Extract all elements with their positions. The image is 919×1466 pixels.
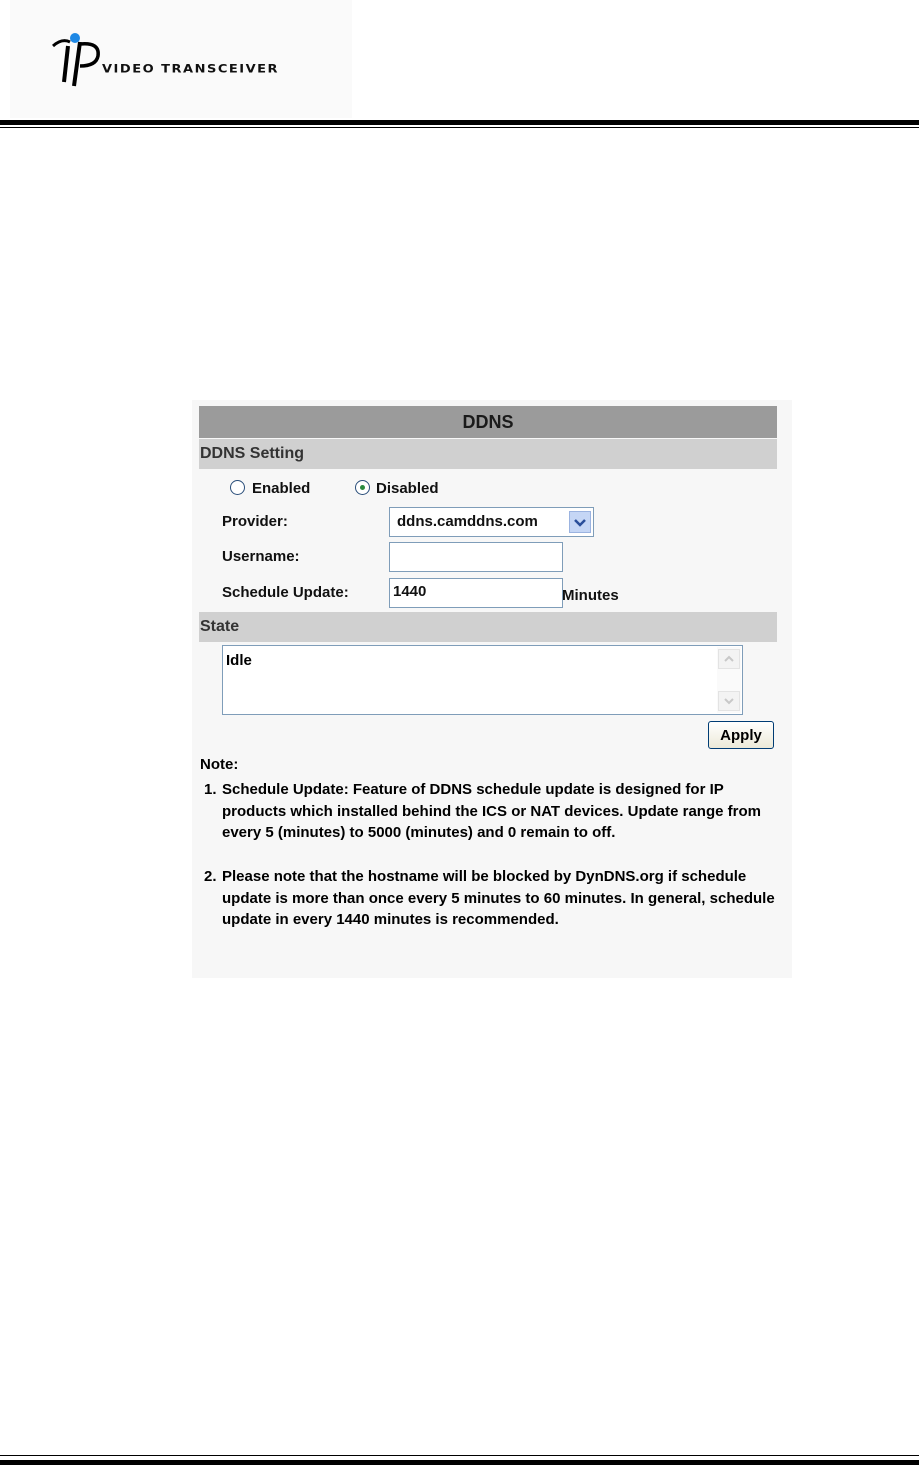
logo bbox=[10, 0, 352, 118]
note-title: Note: bbox=[200, 756, 239, 773]
footer-rule bbox=[0, 1460, 919, 1465]
chevron-down-icon[interactable] bbox=[569, 511, 591, 533]
note-item bbox=[204, 779, 780, 844]
ip-logo-icon bbox=[50, 32, 110, 92]
enabled-label: Enabled bbox=[252, 480, 311, 497]
header-rule-thin bbox=[0, 127, 919, 128]
note-text: Schedule Update: Feature of DDNS schedule update is designed for IP products which installed behind the ICS or NAT devices. Update range from every 5 (minutes) to 5000 (minutes) and 0 remain to off. bbox=[222, 781, 761, 841]
state-value: Idle bbox=[226, 652, 252, 669]
provider-label: Provider: bbox=[222, 513, 288, 530]
enabled-radio[interactable] bbox=[230, 480, 245, 495]
note-number: 2. bbox=[204, 868, 217, 885]
scrollbar[interactable] bbox=[717, 647, 741, 713]
ddns-setting-header: DDNS Setting bbox=[199, 439, 777, 469]
ddns-title: DDNS bbox=[199, 406, 777, 438]
schedule-input[interactable]: 1440 bbox=[389, 578, 563, 608]
schedule-label: Schedule Update: bbox=[222, 584, 349, 601]
provider-select[interactable] bbox=[389, 507, 594, 537]
disabled-radio[interactable] bbox=[355, 480, 370, 495]
provider-value: ddns.camddns.com bbox=[397, 513, 538, 530]
disabled-label: Disabled bbox=[376, 480, 439, 497]
note-item bbox=[204, 866, 780, 931]
logo-text: VIDEO TRANSCEIVER bbox=[102, 62, 280, 77]
username-label: Username: bbox=[222, 548, 300, 565]
state-header: State bbox=[199, 612, 777, 642]
schedule-unit: Minutes bbox=[562, 587, 619, 604]
scroll-up-icon[interactable] bbox=[718, 649, 740, 669]
scroll-down-icon[interactable] bbox=[718, 691, 740, 711]
footer-rule-thin bbox=[0, 1455, 919, 1456]
note-number: 1. bbox=[204, 781, 217, 798]
note-text: Please note that the hostname will be blocked by DynDNS.org if schedule update is more than once every 5 minutes to 60 minutes. In general, schedule update in every 1440 minutes is recommended. bbox=[222, 868, 775, 928]
state-textarea[interactable] bbox=[222, 645, 743, 715]
radio-selected-dot bbox=[360, 485, 365, 490]
header-rule bbox=[0, 120, 919, 125]
username-input[interactable] bbox=[389, 542, 563, 572]
apply-button[interactable]: Apply bbox=[708, 721, 774, 749]
